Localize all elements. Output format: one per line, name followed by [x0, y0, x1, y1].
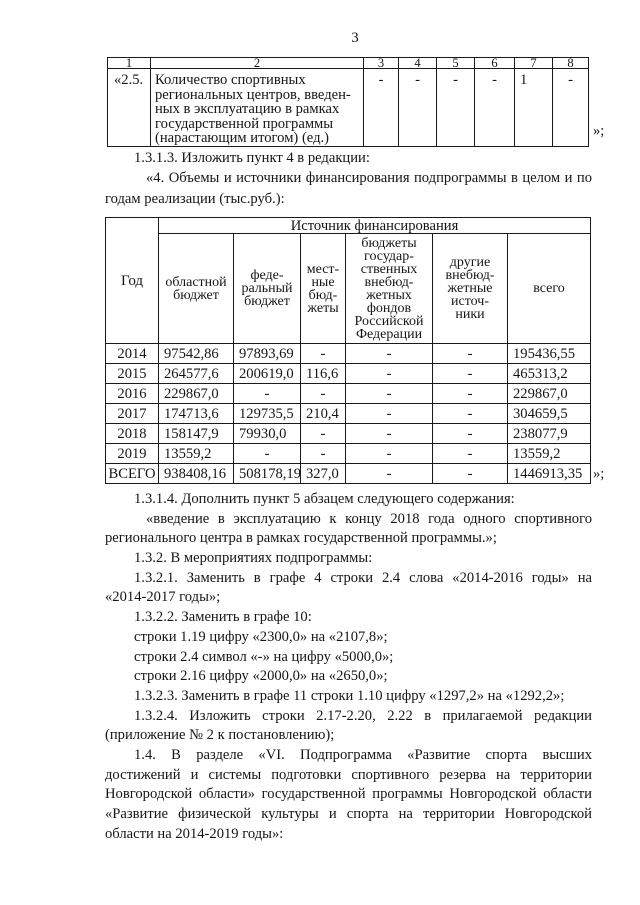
closing-quote: »; [593, 466, 605, 482]
paragraph-line: 1.3.2.4. Изложить строки 2.17-2.20, 2.22 в прилагаемой редакции [134, 707, 592, 724]
value-cell: - [301, 344, 346, 364]
row-number-cell: «2.5. [108, 69, 151, 147]
year-header-cell: Год [106, 218, 159, 344]
value-cell: 79930,0 [234, 424, 301, 444]
paragraph-line: Новгородской области» государственной программы Новгородской области [105, 786, 592, 803]
value-cell: - [433, 464, 508, 484]
year-cell: 2019 [106, 444, 159, 464]
column-header-cell: другие внебюд- жетные источ- ники [433, 234, 508, 344]
value-cell: - [433, 344, 508, 364]
text-block-intro [105, 148, 592, 209]
value-cell: - [399, 69, 437, 147]
value-cell: 327,0 [301, 464, 346, 484]
paragraph-line: регионального центра в рамках государственной программы.»; [105, 530, 497, 547]
value-cell: 465313,2 [508, 364, 591, 384]
paragraph-line: 1.3.2.1. Заменить в графе 4 строки 2.4 слова «2014-2016 годы» на [134, 569, 592, 586]
value-cell: - [301, 424, 346, 444]
column-header-cell: феде- ральный бюджет [234, 234, 301, 344]
column-number-cell: 6 [475, 58, 515, 69]
value-cell: 97893,69 [234, 344, 301, 364]
value-cell: - [234, 444, 301, 464]
value-cell: - [346, 404, 433, 424]
column-header-cell: мест- ные бюд- жеты [301, 234, 346, 344]
value-cell: 938408,16 [159, 464, 234, 484]
value-cell: - [301, 444, 346, 464]
paragraph [105, 667, 592, 687]
paragraph [105, 628, 592, 648]
paragraph-line: 1.3.2.2. Заменить в графе 10: [134, 609, 312, 626]
value-cell: 238077,9 [508, 424, 591, 444]
value-cell: - [346, 464, 433, 484]
value-cell: 129735,5 [234, 404, 301, 424]
paragraph-line: (приложение № 2 к постановлению); [105, 727, 335, 744]
table-row [108, 69, 589, 147]
column-header-cell: бюджеты государ- ственных внебюд- жетных фондов Российской Федерации [346, 234, 433, 344]
value-cell: 195436,55 [508, 344, 591, 364]
table-row [106, 424, 591, 444]
year-cell: 2014 [106, 344, 159, 364]
value-cell: 97542,86 [159, 344, 234, 364]
column-number-cell: 1 [108, 58, 151, 69]
year-cell: 2017 [106, 404, 159, 424]
value-cell: 304659,5 [508, 404, 591, 424]
paragraph [105, 746, 592, 844]
value-cell: - [364, 69, 399, 147]
paragraph [105, 510, 592, 549]
value-cell: - [346, 444, 433, 464]
value-cell: 1446913,35 [508, 464, 591, 484]
indicator-name-cell: Количество спортивных региональных центров, введен- ных в эксплуатацию в рамках государственной программы (нарастающим итогом) (ед.) [151, 69, 364, 147]
value-cell: - [475, 69, 515, 147]
closing-quote: »; [593, 123, 605, 139]
column-number-cell: 5 [437, 58, 475, 69]
value-cell: 174713,6 [159, 404, 234, 424]
paragraph-line: «Развитие физической культуры и спорта на территории Новгородской [105, 806, 592, 822]
table-row [106, 344, 591, 364]
year-cell: 2016 [106, 384, 159, 404]
year-cell: 2015 [106, 364, 159, 384]
value-cell: 229867,0 [508, 384, 591, 404]
value-cell: 1 [515, 69, 553, 147]
value-cell: 116,6 [301, 364, 346, 384]
value-cell: - [553, 69, 589, 147]
paragraph [105, 549, 592, 569]
column-number-cell: 8 [553, 58, 589, 69]
value-cell: - [433, 444, 508, 464]
year-cell: 2018 [106, 424, 159, 444]
paragraph-line: строки 2.4 символ «-» на цифру «5000,0»; [134, 648, 394, 665]
table-row [106, 364, 591, 384]
paragraph [105, 490, 592, 510]
paragraph-line: достижений и системы подготовки спортивного резерва на территории [105, 766, 592, 783]
paragraph [105, 168, 592, 209]
value-cell: 264577,6 [159, 364, 234, 384]
value-cell: - [433, 404, 508, 424]
column-number-row [108, 58, 589, 69]
value-cell: 200619,0 [234, 364, 301, 384]
paragraph-line: «4. Объемы и источники финансирования подпрограммы в целом и по [146, 170, 592, 187]
column-number-cell: 3 [364, 58, 399, 69]
column-header-cell: областной бюджет [159, 234, 234, 344]
year-cell: ВСЕГО [106, 464, 159, 484]
value-cell: - [433, 364, 508, 384]
paragraph [105, 608, 592, 628]
paragraph-line: 1.3.1.3. Изложить пункт 4 в редакции: [134, 150, 370, 166]
subheader-row [106, 234, 591, 344]
paragraph-line: 1.4. В разделе «VI. Подпрограмма «Развитие спорта высших [134, 746, 592, 763]
page-number: 3 [351, 30, 359, 46]
value-cell: - [346, 344, 433, 364]
paragraph-line: годам реализации (тыс.руб.): [105, 190, 285, 207]
value-cell: - [346, 384, 433, 404]
column-number-cell: 2 [151, 58, 364, 69]
paragraph [105, 687, 592, 707]
value-cell: 229867,0 [159, 384, 234, 404]
table-row [106, 404, 591, 424]
value-cell: 158147,9 [159, 424, 234, 444]
paragraph [105, 569, 592, 608]
value-cell: - [301, 384, 346, 404]
value-cell: 210,4 [301, 404, 346, 424]
column-number-cell: 4 [399, 58, 437, 69]
source-header-cell: Источник финансирования [159, 218, 591, 234]
value-cell: - [346, 424, 433, 444]
value-cell: 13559,2 [159, 444, 234, 464]
paragraph-line: строки 1.19 цифру «2300,0» на «2107,8»; [134, 628, 388, 645]
paragraph-line: строки 2.16 цифру «2000,0» на «2650,0»; [134, 668, 388, 685]
column-header-cell: всего [508, 234, 591, 344]
text-block-amendments [105, 490, 592, 844]
total-row [106, 464, 591, 484]
paragraph [105, 148, 592, 168]
paragraph-line: «введение в эксплуатацию к концу 2018 года одного спортивного [146, 510, 592, 527]
value-cell: 508178,19 [234, 464, 301, 484]
value-cell: - [437, 69, 475, 147]
column-number-cell: 7 [515, 58, 553, 69]
table-row [106, 384, 591, 404]
paragraph-line: области на 2014-2019 годы»: [105, 825, 284, 842]
paragraph [105, 648, 592, 668]
paragraph [105, 707, 592, 746]
paragraph-line: «2014-2017 годы»; [105, 589, 221, 606]
value-cell: - [433, 424, 508, 444]
table-row [106, 444, 591, 464]
paragraph-line: 1.3.2. В мероприятиях подпрограммы: [134, 550, 373, 567]
indicator-table [107, 57, 589, 147]
value-cell: 13559,2 [508, 444, 591, 464]
value-cell: - [346, 364, 433, 384]
value-cell: - [234, 384, 301, 404]
paragraph-line: 1.3.2.3. Заменить в графе 11 строки 1.10 цифру «1297,2» на «1292,2»; [134, 687, 565, 704]
financing-table [105, 217, 591, 484]
value-cell: - [433, 384, 508, 404]
header-row [106, 218, 591, 234]
paragraph-line: 1.3.1.4. Дополнить пункт 5 абзацем следующего содержания: [134, 491, 515, 507]
